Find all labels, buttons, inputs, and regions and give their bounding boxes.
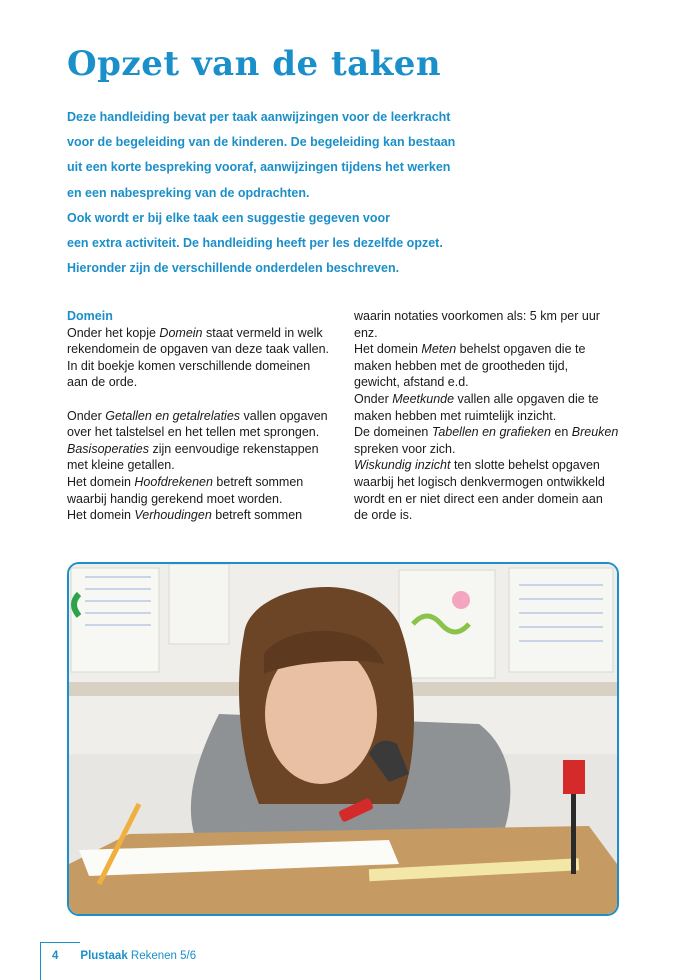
intro-line: Deze handleiding bevat per taak aanwijzingen voor de leerkracht — [67, 110, 451, 124]
intro-line: uit een korte bespreking vooraf, aanwijzingen tijdens het werken — [67, 160, 451, 175]
text-line: aan de orde. — [67, 375, 138, 390]
page-title: Opzet van de taken — [67, 44, 442, 84]
footer-brand: Plustaak — [80, 950, 128, 962]
intro-paragraph — [67, 108, 507, 284]
intro-line: Hieronder zijn de verschillende onderdelen beschreven. — [67, 261, 400, 276]
intro-line: voor de begeleiding van de kinderen. De begeleiding kan bestaan — [67, 135, 456, 150]
text-line: met kleine getallen. — [67, 458, 175, 473]
text-line: enz. — [354, 325, 378, 340]
text-line: Het domein Hoofdrekenen betreft sommen — [67, 474, 304, 489]
text-line: waarbij het logisch denkvermogen ontwikkeld — [354, 474, 605, 489]
right-column — [354, 308, 626, 524]
text-line: spreken voor zich. — [354, 441, 456, 456]
text-line: de orde is. — [354, 508, 413, 523]
text-line: Wiskundig inzicht ten slotte behelst opgaven — [354, 458, 600, 473]
page-number: 4 — [52, 950, 59, 962]
classroom-photo — [67, 562, 619, 916]
footer-divider-horizontal — [40, 942, 80, 943]
text-line: Onder het kopje Domein staat vermeld in welk — [67, 325, 323, 340]
page-footer — [52, 950, 196, 962]
text-line: gewicht, afstand e.d. — [354, 375, 469, 390]
intro-line: een extra activiteit. De handleiding heeft per les dezelfde opzet. — [67, 235, 443, 250]
text-line: maken hebben met ruimtelijk inzicht. — [354, 408, 557, 423]
text-line: waarbij handig gerekend moet worden. — [67, 491, 283, 506]
text-line: Het domein Verhoudingen betreft sommen — [67, 508, 303, 523]
text-line: maken hebben met de grootheden tijd, — [354, 358, 569, 373]
text-line: waarin notaties voorkomen als: 5 km per uur — [354, 309, 600, 323]
paragraph-gap — [67, 391, 339, 408]
text-line: wordt en er niet direct een ander domein aan — [354, 491, 603, 506]
text-line: rekendomein de opgaven van deze taak vallen. — [67, 342, 329, 357]
text-line: De domeinen Tabellen en grafieken en Breuken — [354, 425, 619, 440]
section-heading-domein: Domein — [67, 309, 113, 323]
footer-subtitle: Rekenen 5/6 — [127, 950, 197, 962]
footer-divider-vertical — [40, 942, 41, 980]
left-column — [67, 308, 339, 524]
text-line: In dit boekje komen verschillende domeinen — [67, 358, 311, 373]
text-line: Onder Getallen en getalrelaties vallen opgaven — [67, 408, 328, 423]
intro-line: en een nabespreking van de opdrachten. — [67, 185, 310, 200]
girl-writing-illustration — [69, 564, 617, 914]
intro-line: Ook wordt er bij elke taak een suggestie gegeven voor — [67, 210, 391, 225]
text-line: Onder Meetkunde vallen alle opgaven die te — [354, 391, 599, 406]
text-line: Basisoperaties zijn eenvoudige rekenstappen — [67, 441, 319, 456]
text-line: over het talstelsel en het tellen met sprongen. — [67, 425, 320, 440]
text-line: Het domein Meten behelst opgaven die te — [354, 342, 586, 357]
